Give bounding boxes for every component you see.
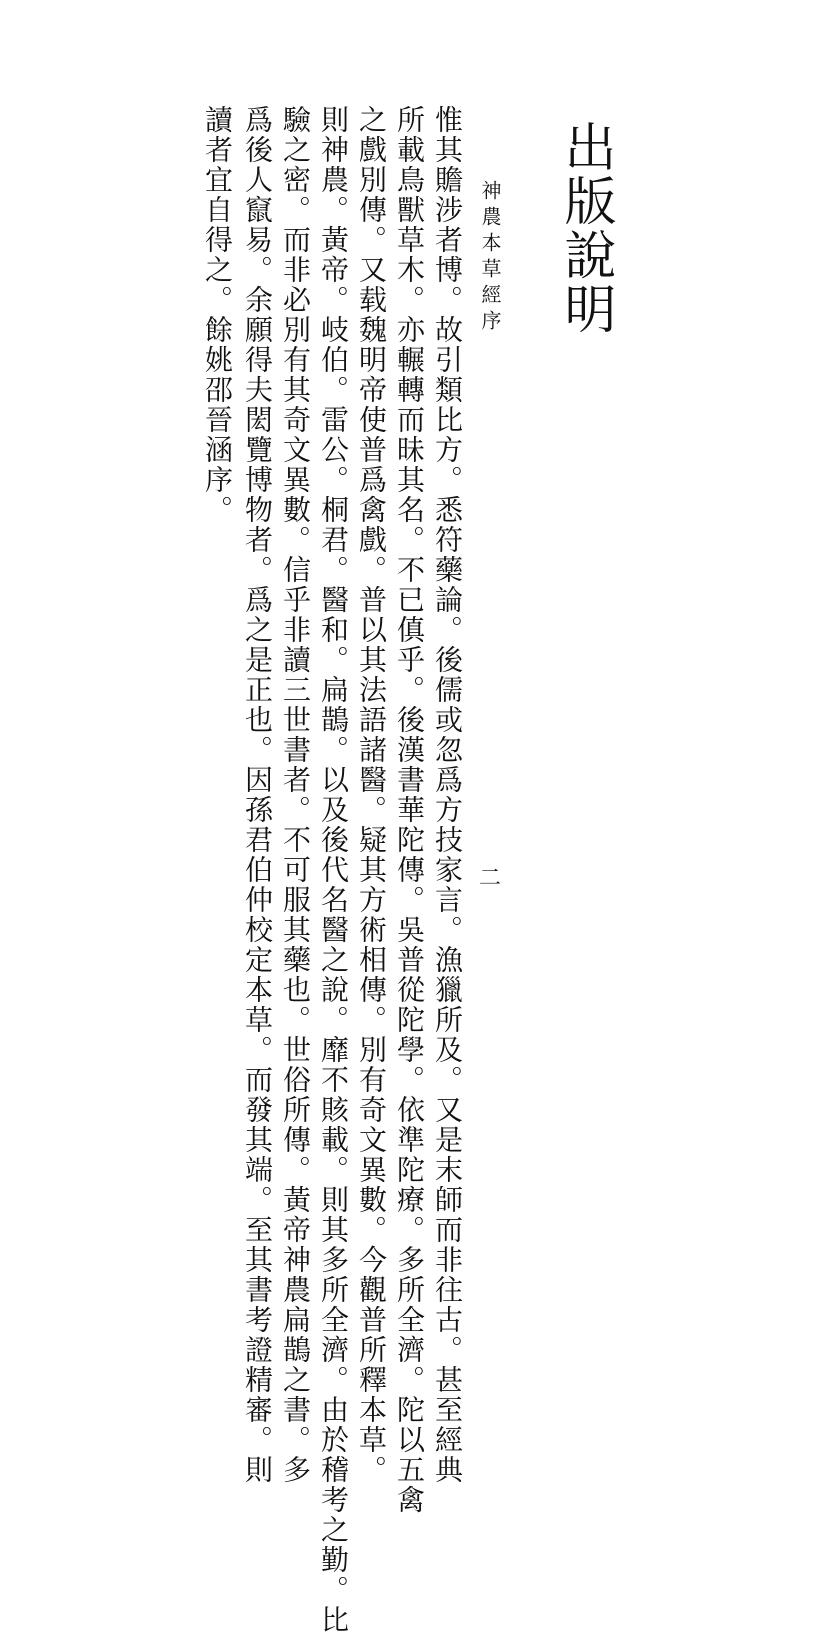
running-head: 神農本草經序 — [478, 180, 502, 336]
page-title: 出版說明 — [555, 120, 615, 336]
text-column-3: 之戲別傳。又载魏明帝使普爲禽戲。普以其法語諸醫。疑其方術相傳。別有奇文異數。今觀普所釋本草。 — [355, 105, 388, 1485]
text-column-4: 則神農。黃帝。岐伯。雷公。桐君。醫和。扁鵲。以及後代名醫之說。靡不賅載。則其多所全濟。由於稽考之勤。比 — [317, 105, 350, 1635]
page-number: 二 — [479, 866, 502, 891]
text-column-6: 爲後人竄易。余願得夫閎覽博物者。爲之是正也。因孫君伯仲校定本草。而發其端。至其書考證精審。則 — [241, 105, 274, 1485]
text-column-7: 讀者宜自得之。餘姚邵晉涵序。 — [201, 105, 234, 525]
text-column-5: 驗之密。而非必別有其奇文異數。信乎非讀三世書者。不可服其藥也。世俗所傳。黃帝神農扁鵲之書。多 — [279, 105, 312, 1485]
text-column-1: 惟其贍涉者博。故引類比方。悉符藥論。後儒或忽爲方技家言。漁獵所及。又是末師而非往古。甚至經典 — [431, 105, 464, 1485]
text-column-2: 所載鳥獸草木。亦輾轉而昧其名。不已傎乎。後漢書華陀傳。吳普從陀學。依準陀療。多所全濟。陀以五禽 — [393, 105, 426, 1515]
